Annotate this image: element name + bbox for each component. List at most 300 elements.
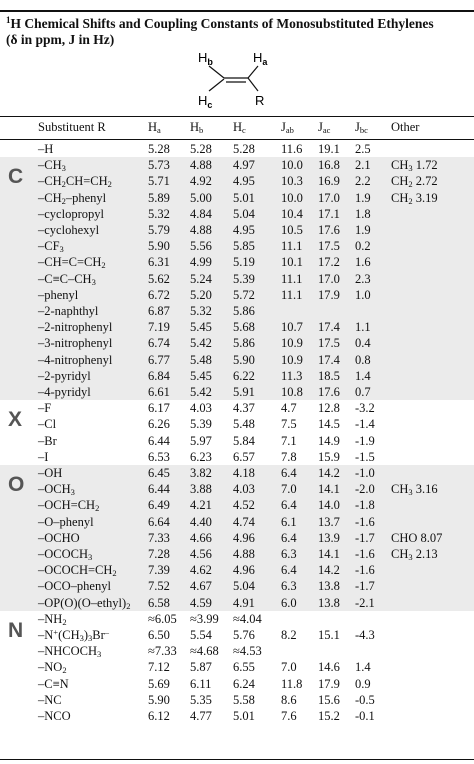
- bottom-rule: [0, 759, 474, 760]
- table-row: [0, 433, 474, 449]
- cell-jac: 16.8: [318, 158, 340, 173]
- cell-hb: 5.32: [190, 303, 212, 318]
- row-group: [0, 157, 474, 400]
- cell-jab: 10.8: [281, 384, 303, 399]
- cell-jac: 19.1: [318, 142, 340, 156]
- cell-hb: 5.20: [190, 287, 212, 302]
- table-row: [0, 708, 474, 724]
- cell-hb: 6.23: [190, 449, 212, 464]
- title-superscript: 1: [6, 15, 11, 25]
- cell-jbc: 0.8: [355, 352, 371, 367]
- cell-hc: 5.72: [233, 287, 255, 302]
- cell-jbc: -0.5: [355, 692, 375, 707]
- cell-jac: 17.5: [318, 336, 340, 351]
- cell-ha: 7.19: [148, 320, 170, 335]
- cell-sub: –4-pyridyl: [38, 384, 91, 399]
- cell-jab: 7.0: [281, 660, 297, 675]
- cell-jbc: 2.2: [355, 174, 371, 189]
- header-jab-sub: ab: [285, 125, 294, 135]
- cell-sub: –C≡N: [38, 676, 69, 691]
- cell-jac: 17.6: [318, 222, 340, 237]
- cell-hc: ≈4.04: [233, 611, 262, 626]
- cell-jac: 17.1: [318, 206, 340, 221]
- cell-other: CHO 8.07: [391, 530, 443, 545]
- cell-jbc: 0.9: [355, 676, 371, 691]
- structure-ha-label: $H_a$: [253, 50, 268, 67]
- table-row: [0, 578, 474, 594]
- cell-ha: ≈7.33: [148, 644, 177, 659]
- table-row: [0, 481, 474, 497]
- cell-jbc: 1.8: [355, 206, 371, 221]
- cell-jbc: -1.6: [355, 514, 375, 529]
- cell-jbc: 1.9: [355, 190, 371, 205]
- cell-sub: –Br: [38, 433, 57, 448]
- cell-jbc: -2.1: [355, 595, 375, 610]
- cell-sub: –OCHO: [38, 530, 80, 545]
- table-row: [0, 206, 474, 222]
- cell-sub: –F: [38, 401, 52, 416]
- table-row: [0, 141, 474, 157]
- cell-other: $CH_3$ 2.13: [391, 547, 438, 562]
- cell-hb: 4.66: [190, 530, 212, 545]
- table-row: [0, 190, 474, 206]
- cell-sub: $-NO_2$: [38, 660, 67, 676]
- cell-ha: 6.58: [148, 595, 170, 610]
- cell-hc: 5.90: [233, 352, 255, 367]
- cell-hc: 4.96: [233, 530, 255, 545]
- cell-jab: 8.6: [281, 692, 297, 707]
- cell-hc: 5.19: [233, 255, 255, 270]
- cell-hc: ≈4.53: [233, 644, 262, 659]
- header-hb: [190, 120, 203, 135]
- cell-ha: 5.28: [148, 142, 170, 156]
- cell-ha: 6.72: [148, 287, 170, 302]
- cell-jab: 11.8: [281, 676, 303, 691]
- group-letter: C: [8, 165, 24, 189]
- table-row: [0, 595, 474, 611]
- cell-jac: 17.5: [318, 239, 340, 254]
- header-jac-main: J: [318, 120, 323, 134]
- table-row: [0, 514, 474, 530]
- cell-sub: –O–phenyl: [38, 514, 94, 529]
- cell-hc: 4.95: [233, 174, 255, 189]
- group-letter: N: [8, 618, 24, 642]
- table-row: [0, 254, 474, 270]
- cell-jbc: -1.6: [355, 563, 375, 578]
- cell-hc: 5.91: [233, 384, 255, 399]
- cell-jac: 14.2: [318, 563, 340, 578]
- group-letter: O: [8, 472, 25, 496]
- cell-hb: 4.77: [190, 708, 212, 723]
- table-row: [0, 546, 474, 562]
- cell-jac: 15.9: [318, 449, 340, 464]
- cell-other: $CH_2$ 2.72: [391, 174, 438, 190]
- cell-jac: 14.0: [318, 498, 340, 513]
- cell-jbc: -0.1: [355, 708, 375, 723]
- cell-hc: 4.03: [233, 482, 255, 497]
- table-row: [0, 368, 474, 384]
- cell-sub: $-OCOCH=CH_2$: [38, 563, 117, 579]
- cell-jbc: -2.0: [355, 482, 375, 497]
- cell-hb: 5.54: [190, 627, 212, 642]
- cell-sub: $-NH_2$: [38, 611, 67, 627]
- cell-sub: –4-nitrophenyl: [38, 352, 113, 367]
- cell-jab: 10.1: [281, 255, 303, 270]
- cell-jab: 7.5: [281, 417, 297, 432]
- cell-jbc: 0.2: [355, 239, 371, 254]
- cell-hb: 5.48: [190, 352, 212, 367]
- cell-jbc: 2.5: [355, 142, 371, 156]
- cell-ha: 5.73: [148, 158, 170, 173]
- cell-sub: $-CF_3$: [38, 239, 64, 255]
- cell-jbc: -1.5: [355, 449, 375, 464]
- table-row: [0, 303, 474, 319]
- cell-jbc: -1.7: [355, 530, 375, 545]
- cell-jac: 14.2: [318, 466, 340, 480]
- cell-hb: 4.99: [190, 255, 212, 270]
- cell-jab: 4.7: [281, 401, 297, 416]
- cell-hb: ≈3.99: [190, 611, 219, 626]
- header-substituent: Substituent R: [38, 120, 106, 134]
- cell-ha: 6.49: [148, 498, 170, 513]
- header-hb-sub: b: [199, 125, 204, 135]
- cell-hc: 6.22: [233, 368, 255, 383]
- cell-ha: 6.45: [148, 466, 170, 480]
- table-row: [0, 449, 474, 465]
- header-jab: [281, 120, 294, 135]
- cell-sub: –2-nitrophenyl: [38, 320, 113, 335]
- cell-ha: 5.90: [148, 692, 170, 707]
- cell-ha: 5.79: [148, 222, 170, 237]
- cell-jab: 7.1: [281, 433, 297, 448]
- cell-ha: 7.52: [148, 579, 170, 594]
- cell-ha: 6.50: [148, 627, 170, 642]
- cell-hb: 4.21: [190, 498, 212, 513]
- cell-ha: 7.39: [148, 563, 170, 578]
- cell-hb: 4.59: [190, 595, 212, 610]
- cell-jbc: -1.0: [355, 466, 375, 480]
- cell-hb: 4.56: [190, 547, 212, 561]
- cell-jab: 6.4: [281, 498, 297, 513]
- cell-hc: 4.91: [233, 595, 255, 610]
- cell-hc: 5.01: [233, 190, 255, 205]
- group-letter: X: [8, 408, 23, 432]
- header-hc: [233, 120, 246, 135]
- header-hc-main: H: [233, 120, 243, 134]
- cell-hb: 5.00: [190, 190, 212, 205]
- cell-jab: 10.7: [281, 320, 303, 335]
- cell-hc: 5.85: [233, 239, 255, 254]
- cell-jac: 12.8: [318, 401, 340, 416]
- table-row: [0, 643, 474, 659]
- cell-hb: 5.45: [190, 368, 212, 383]
- cell-jab: 10.3: [281, 174, 303, 189]
- cell-ha: 6.74: [148, 336, 170, 351]
- bond-ha: [248, 66, 258, 78]
- cell-sub: $-OP(O)(O-ethyl)_2$: [38, 595, 131, 611]
- title-line-1: H Chemical Shifts and Coupling Constants of Monosubstituted Ethylenes: [10, 16, 434, 31]
- cell-ha: 5.62: [148, 271, 170, 286]
- cell-ha: 5.90: [148, 239, 170, 254]
- cell-hb: 5.56: [190, 239, 212, 254]
- cell-sub: –H: [38, 142, 54, 156]
- cell-hb: 4.67: [190, 579, 212, 594]
- cell-ha: 6.64: [148, 514, 170, 529]
- cell-ha: 6.26: [148, 417, 170, 432]
- cell-hc: 4.96: [233, 563, 255, 578]
- cell-hc: 5.28: [233, 142, 255, 156]
- cell-jab: 11.3: [281, 368, 303, 383]
- table-row: [0, 173, 474, 189]
- cell-jac: 17.0: [318, 271, 340, 286]
- cell-jac: 13.9: [318, 530, 340, 545]
- cell-jac: 16.9: [318, 174, 340, 189]
- header-jbc-main: J: [355, 120, 360, 134]
- cell-sub: –Cl: [38, 417, 57, 432]
- header-jac: [318, 120, 330, 135]
- row-group: [0, 400, 474, 465]
- cell-hc: 5.68: [233, 320, 255, 335]
- table-row: [0, 352, 474, 368]
- cell-jab: 11.1: [281, 287, 303, 302]
- cell-other: $CH_2$ 3.19: [391, 190, 438, 206]
- row-group: [0, 465, 474, 611]
- cell-hb: 3.82: [190, 466, 212, 480]
- cell-hc: 5.48: [233, 417, 255, 432]
- table-row: [0, 335, 474, 351]
- header-hb-main: H: [190, 120, 200, 134]
- cell-jab: 11.6: [281, 142, 303, 156]
- structure-hc-label: $H_c$: [198, 93, 213, 110]
- cell-hb: ≈4.68: [190, 644, 219, 659]
- top-rule: [0, 10, 474, 12]
- table-title: [6, 16, 472, 48]
- header-jbc: [355, 120, 368, 135]
- cell-hb: 5.24: [190, 271, 212, 286]
- cell-jbc: -1.8: [355, 498, 375, 513]
- cell-jac: 17.9: [318, 287, 340, 302]
- cell-ha: 6.44: [148, 482, 170, 497]
- cell-hb: 4.03: [190, 401, 212, 416]
- cell-sub: –2-naphthyl: [38, 303, 99, 318]
- cell-hb: 4.84: [190, 206, 212, 221]
- cell-sub: –cyclohexyl: [38, 222, 100, 237]
- structure-hb-label: $H_b$: [198, 50, 213, 67]
- cell-hc: 5.04: [233, 579, 255, 594]
- cell-ha: 7.28: [148, 547, 170, 561]
- table-row: [0, 465, 474, 481]
- cell-jbc: 1.4: [355, 368, 371, 383]
- cell-sub: $-CH_2CH=CH_2$: [38, 174, 112, 190]
- cell-ha: 6.17: [148, 401, 170, 416]
- table-row: [0, 319, 474, 335]
- cell-jab: 11.1: [281, 271, 303, 286]
- cell-jbc: -1.9: [355, 433, 375, 448]
- table-row: [0, 287, 474, 303]
- cell-sub: $-CH=C=CH_2$: [38, 255, 106, 271]
- cell-jab: 10.4: [281, 206, 303, 221]
- header-jab-main: J: [281, 120, 286, 134]
- table-row: [0, 692, 474, 708]
- table-row: [0, 157, 474, 173]
- cell-jbc: -1.4: [355, 417, 375, 432]
- structure-r-label: R: [255, 93, 265, 108]
- cell-hb: 4.92: [190, 174, 212, 189]
- cell-jab: 6.4: [281, 563, 297, 578]
- table-row: [0, 659, 474, 675]
- cell-jac: 15.1: [318, 627, 340, 642]
- cell-jbc: 1.9: [355, 222, 371, 237]
- cell-jac: 15.6: [318, 692, 340, 707]
- cell-sub: –cyclopropyl: [38, 206, 104, 221]
- cell-jac: 17.4: [318, 320, 340, 335]
- cell-hb: 5.45: [190, 320, 212, 335]
- cell-jbc: -3.2: [355, 401, 375, 416]
- cell-jac: 17.6: [318, 384, 340, 399]
- cell-jac: 14.5: [318, 417, 340, 432]
- cell-hc: 5.84: [233, 433, 255, 448]
- cell-jac: 13.8: [318, 579, 340, 594]
- cell-jac: 14.9: [318, 433, 340, 448]
- cell-hb: 4.88: [190, 158, 212, 173]
- cell-hc: 5.01: [233, 708, 255, 723]
- cell-jac: 17.4: [318, 352, 340, 367]
- cell-ha: 6.31: [148, 255, 170, 270]
- table-row: [0, 611, 474, 627]
- cell-ha: 6.77: [148, 352, 170, 367]
- cell-sub: $-CH_3$: [38, 158, 66, 174]
- header-ha-sub: a: [157, 125, 161, 135]
- cell-ha: 5.69: [148, 676, 170, 691]
- header-ha: [148, 120, 161, 135]
- cell-jbc: -1.6: [355, 547, 375, 561]
- cell-jab: 10.0: [281, 158, 303, 173]
- cell-ha: 5.89: [148, 190, 170, 205]
- table-header: [0, 117, 474, 139]
- cell-sub: –I: [38, 449, 49, 464]
- cell-jab: 6.0: [281, 595, 297, 610]
- cell-hb: 6.11: [190, 676, 212, 691]
- bond-hb: [209, 66, 224, 78]
- header-other: Other: [391, 120, 420, 134]
- cell-other: $CH_3$ 3.16: [391, 482, 438, 498]
- cell-ha: 6.12: [148, 708, 170, 723]
- cell-hb: 4.62: [190, 563, 212, 578]
- cell-sub: –OH: [38, 466, 63, 480]
- cell-hb: 4.40: [190, 514, 212, 529]
- cell-ha: 7.12: [148, 660, 170, 675]
- table-row: [0, 238, 474, 254]
- cell-sub: –3-nitrophenyl: [38, 336, 113, 351]
- header-jac-sub: ac: [322, 125, 331, 135]
- cell-sub: –phenyl: [38, 287, 79, 302]
- cell-jbc: 1.6: [355, 255, 371, 270]
- cell-jab: 10.9: [281, 336, 303, 351]
- cell-sub: –2-pyridyl: [38, 368, 91, 383]
- cell-hc: 4.74: [233, 514, 255, 529]
- table-row: [0, 222, 474, 238]
- cell-jab: 6.1: [281, 514, 297, 529]
- cell-sub: –NC: [38, 692, 62, 707]
- cell-jac: 14.6: [318, 660, 340, 675]
- cell-jbc: -1.7: [355, 579, 375, 594]
- row-group: [0, 611, 474, 724]
- table-row: [0, 562, 474, 578]
- cell-sub: –NCO: [38, 708, 71, 723]
- cell-jab: 8.2: [281, 627, 297, 642]
- cell-hc: 4.97: [233, 158, 255, 173]
- cell-ha: 5.71: [148, 174, 170, 189]
- table-row: [0, 627, 474, 643]
- table-row: [0, 271, 474, 287]
- cell-jab: 7.0: [281, 482, 297, 497]
- cell-jac: 17.2: [318, 255, 340, 270]
- cell-hc: 5.04: [233, 206, 255, 221]
- cell-hb: 5.42: [190, 336, 212, 351]
- cell-hb: 5.28: [190, 142, 212, 156]
- cell-jac: 17.0: [318, 190, 340, 205]
- cell-jbc: 2.1: [355, 158, 371, 173]
- cell-jab: 10.9: [281, 352, 303, 367]
- cell-jbc: 1.1: [355, 320, 371, 335]
- table-row: [0, 384, 474, 400]
- table-row: [0, 416, 474, 432]
- cell-hc: 5.58: [233, 692, 255, 707]
- cell-sub: $-N^+(CH_3)_3Br^-$: [38, 626, 110, 643]
- cell-jbc: -4.3: [355, 627, 375, 642]
- table-row: [0, 497, 474, 513]
- cell-hc: 4.88: [233, 547, 255, 561]
- header-bottom-rule: [0, 139, 474, 140]
- cell-sub: $-NHCOCH_3$: [38, 644, 102, 660]
- cell-jbc: 1.0: [355, 287, 371, 302]
- cell-ha: 6.87: [148, 303, 170, 318]
- cell-jab: 10.0: [281, 190, 303, 205]
- cell-hc: 5.86: [233, 336, 255, 351]
- header-jbc-sub: bc: [359, 125, 368, 135]
- bond-hc: [209, 79, 224, 91]
- cell-ha: 6.61: [148, 384, 170, 399]
- cell-other: $CH_3$ 1.72: [391, 158, 438, 174]
- cell-hc: 5.76: [233, 627, 255, 642]
- cell-jbc: 2.3: [355, 271, 371, 286]
- cell-hc: 4.18: [233, 466, 255, 480]
- cell-jbc: 0.4: [355, 336, 371, 351]
- cell-jac: 13.8: [318, 595, 340, 610]
- cell-jac: 14.1: [318, 547, 340, 561]
- cell-ha: 6.44: [148, 433, 170, 448]
- cell-jab: 7.6: [281, 708, 297, 723]
- cell-jab: 6.4: [281, 466, 297, 480]
- cell-ha: 7.33: [148, 530, 170, 545]
- cell-jab: 6.4: [281, 530, 297, 545]
- cell-hb: 3.88: [190, 482, 212, 497]
- cell-ha: 5.32: [148, 206, 170, 221]
- row-group: [0, 141, 474, 157]
- cell-hc: 6.24: [233, 676, 255, 691]
- cell-hc: 5.39: [233, 271, 255, 286]
- cell-hb: 4.88: [190, 222, 212, 237]
- cell-jab: 10.5: [281, 222, 303, 237]
- cell-hc: 4.95: [233, 222, 255, 237]
- table-row: [0, 400, 474, 416]
- cell-jac: 13.7: [318, 514, 340, 529]
- cell-jbc: 0.7: [355, 384, 371, 399]
- cell-jab: 6.3: [281, 579, 297, 594]
- header-hc-sub: c: [242, 125, 246, 135]
- cell-ha: 6.84: [148, 368, 170, 383]
- cell-jac: 15.2: [318, 708, 340, 723]
